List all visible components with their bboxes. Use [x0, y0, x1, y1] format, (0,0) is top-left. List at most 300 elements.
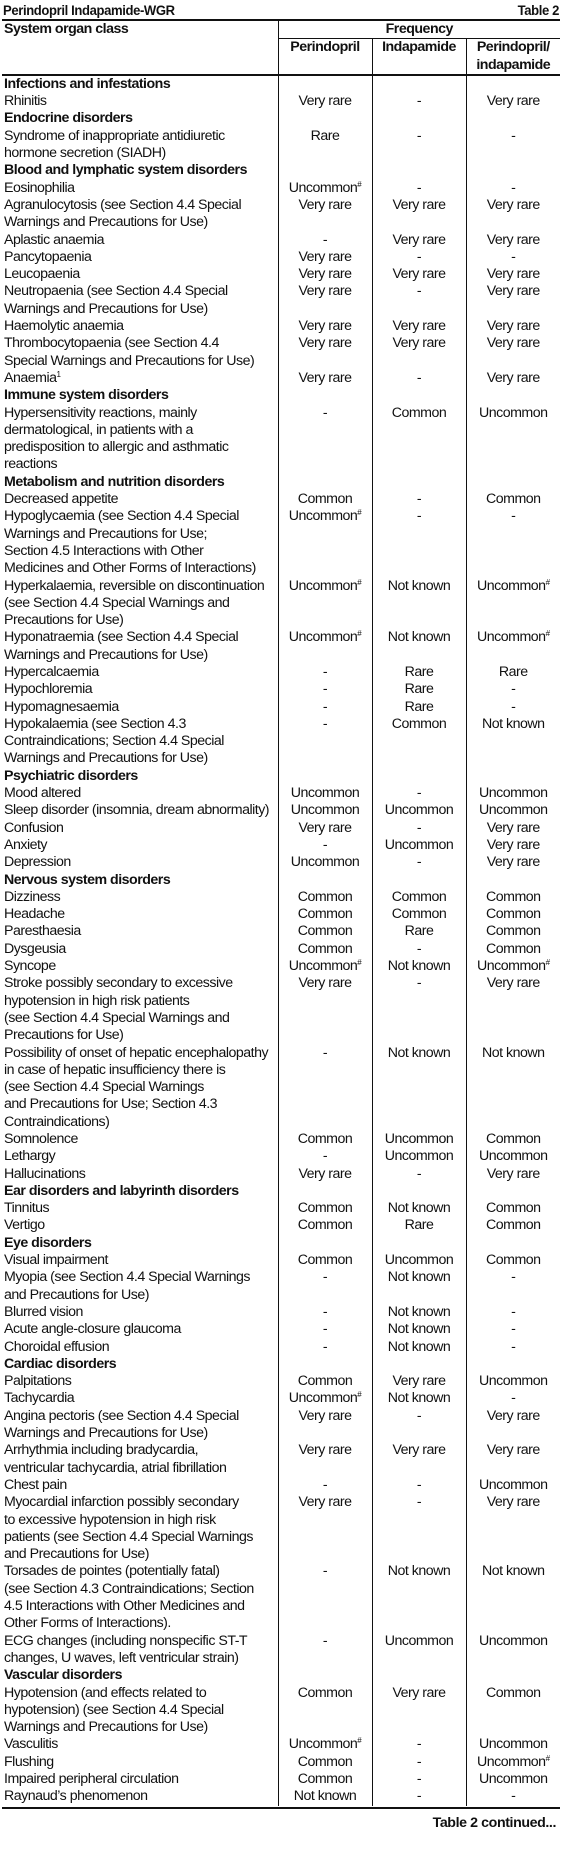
frequency-value: Common — [297, 1200, 353, 1217]
frequency-value: Very rare — [486, 854, 540, 871]
term-line: Possibility of onset of hepatic encephalopathy — [4, 1044, 269, 1061]
term-line: Psychiatric disorders — [4, 767, 138, 784]
frequency-value: Uncommon — [288, 179, 358, 196]
term-line: (see Section 4.4 Special Warnings — [4, 1079, 204, 1096]
indapamide-frequency — [372, 1148, 466, 1165]
frequency-value: Very rare — [392, 335, 446, 352]
table-row — [2, 1494, 560, 1563]
perindopril-frequency — [278, 1667, 372, 1684]
category-label — [2, 1356, 278, 1373]
indapamide-frequency — [372, 249, 466, 266]
frequency-value: Common — [297, 1770, 353, 1787]
reaction-term — [2, 837, 278, 854]
frequency-value: Common — [297, 1217, 353, 1234]
title-bar — [2, 0, 560, 21]
frequency-value: - — [322, 715, 328, 732]
table-row — [2, 1304, 560, 1321]
perindopril-frequency — [278, 681, 372, 698]
indapamide-frequency — [372, 699, 466, 716]
indapamide-frequency — [372, 1685, 466, 1737]
header-blank-cell — [2, 39, 278, 75]
frequency-value: Very rare — [298, 93, 352, 110]
reaction-term — [2, 1754, 278, 1771]
table-row — [2, 578, 560, 630]
combination-frequency — [466, 941, 560, 958]
term-line: Pancytopaenia — [4, 248, 92, 265]
reaction-term — [2, 1304, 278, 1321]
reaction-term — [2, 716, 278, 768]
frequency-value: Uncommon — [288, 629, 358, 646]
term-line: Medicines and Other Forms of Interactions) — [4, 560, 256, 577]
frequency-value: Rare — [404, 681, 434, 698]
combination-frequency — [466, 474, 560, 491]
term-line: in case of hepatic insufficiency there is — [4, 1061, 226, 1078]
combination-frequency — [466, 1166, 560, 1183]
combination-frequency — [466, 1633, 560, 1668]
term-line: Confusion — [4, 819, 64, 836]
combination-frequency — [466, 266, 560, 283]
reaction-term — [2, 1373, 278, 1390]
reaction-term — [2, 1148, 278, 1165]
frequency-value: Very rare — [298, 266, 352, 283]
indapamide-frequency — [372, 1408, 466, 1443]
perindopril-frequency — [278, 1736, 372, 1753]
table-row — [2, 249, 560, 266]
reaction-term — [2, 681, 278, 698]
frequency-value: Very rare — [392, 1442, 446, 1459]
table-row — [2, 180, 560, 197]
term-line: Warnings and Precautions for Use) — [4, 1719, 208, 1736]
reaction-term — [2, 629, 278, 664]
frequency-value: Rare — [498, 663, 528, 680]
reaction-term — [2, 1633, 278, 1668]
combination-frequency — [466, 1754, 560, 1771]
table-row — [2, 1339, 560, 1356]
indapamide-frequency — [372, 1633, 466, 1668]
term-line: hypotension) (see Section 4.4 Special — [4, 1701, 224, 1718]
perindopril-frequency — [278, 197, 372, 232]
term-line: Hypochloremia — [4, 681, 93, 698]
frequency-value: - — [322, 698, 328, 715]
combination-frequency — [466, 508, 560, 577]
frequency-value: Uncommon — [478, 1632, 548, 1649]
frequency-value: Very rare — [486, 1494, 540, 1511]
frequency-value: - — [416, 283, 422, 300]
reaction-term — [2, 1252, 278, 1269]
table-row — [2, 941, 560, 958]
term-line: Tachycardia — [4, 1390, 75, 1407]
frequency-value: Common — [297, 888, 353, 905]
frequency-value: Very rare — [298, 283, 352, 300]
footnote-marker: # — [357, 179, 362, 189]
table-row — [2, 508, 560, 577]
term-line: Contraindications) — [4, 1113, 110, 1130]
frequency-value: Uncommon — [478, 802, 548, 819]
frequency-value: Very rare — [486, 283, 540, 300]
term-line: ventricular tachycardia, atrial fibrillation — [4, 1459, 227, 1476]
combination-frequency — [466, 405, 560, 474]
term-line: Stroke possibly secondary to excessive — [4, 975, 233, 992]
term-line: Metabolism and nutrition disorders — [4, 473, 225, 490]
reaction-term — [2, 1131, 278, 1148]
frequency-value: Common — [297, 1252, 353, 1269]
term-line: Mood altered — [4, 785, 81, 802]
indapamide-frequency — [372, 491, 466, 508]
indapamide-frequency — [372, 1131, 466, 1148]
frequency-value: Common — [391, 715, 447, 732]
frequency-value: Uncommon — [477, 577, 546, 594]
reaction-term — [2, 1736, 278, 1753]
frequency-value: Not known — [387, 1321, 451, 1338]
combination-frequency — [466, 1356, 560, 1373]
indapamide-frequency — [372, 802, 466, 819]
document-title: Perindopril Indapamide-WGR — [3, 3, 175, 19]
frequency-value: Very rare — [392, 1373, 446, 1390]
table-row — [2, 283, 560, 318]
frequency-value: Uncommon — [288, 577, 358, 594]
reaction-term — [2, 802, 278, 819]
table-body — [2, 76, 560, 1806]
indapamide-frequency — [372, 872, 466, 889]
table-row — [2, 1269, 560, 1304]
frequency-value: Common — [485, 888, 541, 905]
frequency-value: Common — [297, 1684, 353, 1701]
indapamide-frequency — [372, 180, 466, 197]
reaction-term — [2, 1685, 278, 1737]
frequency-value: Uncommon — [384, 1131, 454, 1147]
combination-frequency — [466, 335, 560, 370]
combination-frequency — [466, 854, 560, 871]
term-line: Precautions for Use) — [4, 1027, 124, 1044]
indapamide-frequency — [372, 1217, 466, 1234]
indapamide-frequency — [372, 266, 466, 283]
combination-frequency — [466, 110, 560, 127]
frequency-value: Very rare — [486, 819, 540, 836]
indapamide-frequency — [372, 1339, 466, 1356]
frequency-value: Uncommon — [288, 1736, 358, 1753]
term-line: Headache — [4, 906, 65, 923]
term-line: Chest pain — [4, 1476, 67, 1493]
indapamide-frequency — [372, 318, 466, 335]
reaction-term — [2, 1217, 278, 1234]
reaction-term — [2, 1771, 278, 1788]
footnote-marker: # — [357, 577, 362, 587]
table-row — [2, 491, 560, 508]
indapamide-frequency — [372, 664, 466, 681]
reaction-term — [2, 318, 278, 335]
combination-frequency — [466, 923, 560, 940]
term-line: 4.5 Interactions with Other Medicines and — [4, 1598, 245, 1615]
perindopril-frequency — [278, 1373, 372, 1390]
frequency-value: - — [511, 1269, 516, 1286]
frequency-value: Uncommon — [477, 1753, 546, 1770]
indapamide-frequency — [372, 1494, 466, 1563]
perindopril-frequency — [278, 1477, 372, 1494]
term-line: Warnings and Precautions for Use; — [4, 525, 207, 542]
indapamide-frequency — [372, 1200, 466, 1217]
reaction-term — [2, 232, 278, 249]
term-line: to excessive hypotension in high risk — [4, 1511, 216, 1528]
reaction-term — [2, 975, 278, 1044]
category-label — [2, 1667, 278, 1684]
combination-frequency — [466, 318, 560, 335]
indapamide-frequency — [372, 1304, 466, 1321]
perindopril-frequency — [278, 1788, 372, 1805]
reaction-term — [2, 923, 278, 940]
table-row — [2, 1252, 560, 1269]
frequency-value: - — [322, 1269, 328, 1286]
reaction-term — [2, 958, 278, 975]
table-row — [2, 335, 560, 370]
frequency-value: Not known — [482, 1563, 545, 1580]
indapamide-frequency — [372, 1183, 466, 1200]
frequency-value: Not known — [387, 1269, 451, 1286]
term-line: (see Section 4.4 Special Warnings and — [4, 1009, 230, 1026]
frequency-value: Not known — [387, 958, 451, 975]
combination-frequency — [466, 249, 560, 266]
frequency-value: Common — [485, 1131, 541, 1147]
perindopril-frequency — [278, 335, 372, 370]
term-line: Syncope — [4, 958, 56, 975]
indapamide-frequency — [372, 1390, 466, 1407]
perindopril-frequency — [278, 1217, 372, 1234]
term-line: Warnings and Precautions for Use) — [4, 1425, 208, 1442]
combination-frequency — [466, 1788, 560, 1805]
term-line: Thrombocytopaenia (see Section 4.4 — [4, 335, 219, 352]
frequency-value: Not known — [482, 1044, 545, 1061]
frequency-value: - — [416, 819, 422, 836]
indapamide-frequency — [372, 1736, 466, 1753]
term-line: Depression — [4, 854, 71, 871]
frequency-value: - — [416, 1476, 422, 1493]
combination-frequency — [466, 664, 560, 681]
term-line: Impaired peripheral circulation — [4, 1770, 179, 1787]
frequency-value: - — [511, 681, 516, 698]
frequency-value: - — [322, 1476, 328, 1493]
perindopril-frequency — [278, 629, 372, 664]
perindopril-frequency — [278, 162, 372, 179]
perindopril-frequency — [278, 1494, 372, 1563]
frequency-value: - — [416, 785, 422, 802]
combination-frequency — [466, 1339, 560, 1356]
table-row — [2, 1408, 560, 1443]
perindopril-frequency — [278, 1563, 372, 1632]
category-row — [2, 768, 560, 785]
perindopril-frequency — [278, 76, 372, 93]
combination-frequency — [466, 1442, 560, 1477]
frequency-value: - — [416, 1407, 422, 1424]
table-row — [2, 906, 560, 923]
term-line: Torsades de pointes (potentially fatal) — [4, 1563, 220, 1580]
frequency-value: Very rare — [298, 1494, 352, 1511]
term-line: and Precautions for Use) — [4, 1546, 149, 1563]
table-row — [2, 232, 560, 249]
combination-frequency — [466, 232, 560, 249]
perindopril-frequency — [278, 1408, 372, 1443]
frequency-value: Very rare — [486, 335, 540, 352]
reaction-term — [2, 1408, 278, 1443]
table-row — [2, 1131, 560, 1148]
frequency-value: - — [322, 663, 328, 680]
combination-frequency — [466, 1131, 560, 1148]
frequency-value: - — [322, 1044, 328, 1061]
term-line: Blurred vision — [4, 1303, 83, 1320]
term-line: Section 4.5 Interactions with Other — [4, 542, 204, 559]
term-line: Arrhythmia including bradycardia, — [4, 1442, 199, 1459]
category-label — [2, 1183, 278, 1200]
indapamide-frequency — [372, 681, 466, 698]
perindopril-frequency — [278, 266, 372, 283]
indapamide-frequency — [372, 629, 466, 664]
term-line: Immune system disorders — [4, 387, 169, 404]
indapamide-frequency — [372, 889, 466, 906]
reaction-term — [2, 93, 278, 110]
indapamide-frequency — [372, 1252, 466, 1269]
term-line: Other Forms of Interactions). — [4, 1615, 171, 1632]
combination-frequency — [466, 889, 560, 906]
frequency-value: Rare — [310, 127, 340, 144]
indapamide-frequency — [372, 335, 466, 370]
frequency-value: Uncommon — [288, 958, 358, 975]
combination-frequency — [466, 1771, 560, 1788]
frequency-value: Very rare — [298, 975, 352, 992]
frequency-value: - — [511, 127, 516, 144]
perindopril-frequency — [278, 405, 372, 474]
footnote-marker: # — [545, 629, 550, 639]
indapamide-frequency — [372, 1477, 466, 1494]
table-row — [2, 958, 560, 975]
frequency-value: Not known — [482, 715, 545, 732]
category-label — [2, 1235, 278, 1252]
frequency-value: Common — [485, 1252, 541, 1269]
frequency-value: - — [322, 1338, 328, 1355]
combination-frequency — [466, 975, 560, 1044]
indapamide-frequency — [372, 370, 466, 387]
perindopril-frequency — [278, 768, 372, 785]
table-row — [2, 629, 560, 664]
table-row — [2, 820, 560, 837]
perindopril-frequency — [278, 1339, 372, 1356]
frequency-value: - — [322, 404, 328, 421]
frequency-value: Common — [391, 888, 447, 905]
combination-frequency — [466, 1390, 560, 1407]
term-line: Warnings and Precautions for Use) — [4, 214, 208, 231]
perindopril-frequency — [278, 837, 372, 854]
frequency-value: - — [511, 248, 516, 265]
frequency-value: - — [322, 1148, 328, 1165]
perindopril-frequency — [278, 110, 372, 127]
frequency-value: Very rare — [486, 1407, 540, 1424]
perindopril-frequency — [278, 491, 372, 508]
combination-frequency — [466, 491, 560, 508]
perindopril-frequency — [278, 93, 372, 110]
table-row — [2, 923, 560, 940]
frequency-value: Not known — [387, 1303, 451, 1320]
term-line — [4, 370, 276, 387]
frequency-value: Common — [485, 1684, 541, 1701]
indapamide-frequency — [372, 1754, 466, 1771]
table-row — [2, 975, 560, 1044]
indapamide-frequency — [372, 1771, 466, 1788]
frequency-value: Not known — [387, 1338, 451, 1355]
term-text: Anaemia — [4, 369, 57, 386]
frequency-value: - — [511, 1788, 516, 1805]
perindopril-frequency — [278, 318, 372, 335]
combination-frequency — [466, 162, 560, 179]
perindopril-frequency — [278, 1235, 372, 1252]
frequency-value: Very rare — [486, 318, 540, 335]
frequency-value: - — [322, 1321, 328, 1338]
table-row — [2, 681, 560, 698]
indapamide-frequency — [372, 837, 466, 854]
combination-frequency — [466, 1045, 560, 1131]
frequency-value: Very rare — [392, 318, 446, 335]
term-line: ECG changes (including nonspecific ST-T — [4, 1632, 248, 1649]
category-label — [2, 474, 278, 491]
indapamide-frequency — [372, 1235, 466, 1252]
indapamide-frequency — [372, 128, 466, 163]
perindopril-frequency — [278, 1685, 372, 1737]
combination-frequency — [466, 370, 560, 387]
combination-frequency — [466, 283, 560, 318]
combination-frequency — [466, 1252, 560, 1269]
perindopril-frequency — [278, 1166, 372, 1183]
frequency-value: Uncommon — [290, 854, 360, 871]
frequency-value: Not known — [387, 1390, 451, 1407]
reaction-term — [2, 405, 278, 474]
frequency-value: Uncommon — [384, 1632, 454, 1649]
combination-frequency — [466, 1408, 560, 1443]
indapamide-frequency — [372, 1373, 466, 1390]
combination-frequency — [466, 681, 560, 698]
frequency-value: Very rare — [298, 1407, 352, 1424]
term-line: and Precautions for Use; Section 4.3 — [4, 1096, 218, 1113]
reaction-term — [2, 906, 278, 923]
term-line: Infections and infestations — [4, 75, 171, 92]
reaction-term — [2, 1563, 278, 1632]
frequency-value: Common — [485, 1200, 541, 1217]
table-row — [2, 1788, 560, 1805]
frequency-value: Very rare — [486, 266, 540, 283]
table-row — [2, 716, 560, 768]
perindopril-frequency — [278, 785, 372, 802]
combination-frequency — [466, 1183, 560, 1200]
table-row — [2, 1045, 560, 1131]
perindopril-frequency — [278, 872, 372, 889]
term-line: Warnings and Precautions for Use) — [4, 300, 208, 317]
perindopril-frequency — [278, 1442, 372, 1477]
term-line: Eye disorders — [4, 1234, 92, 1251]
perindopril-frequency — [278, 1304, 372, 1321]
frequency-value: - — [416, 248, 422, 265]
perindopril-frequency — [278, 508, 372, 577]
frequency-value: Not known — [387, 1044, 451, 1061]
frequency-value: Not known — [293, 1788, 357, 1805]
reaction-term — [2, 1477, 278, 1494]
term-line: Hypersensitivity reactions, mainly — [4, 404, 197, 421]
term-line: Raynaud’s phenomenon — [4, 1788, 148, 1805]
adverse-reactions-table — [2, 21, 560, 1806]
table-row — [2, 93, 560, 110]
frequency-value: - — [416, 491, 422, 508]
perindopril-frequency — [278, 1148, 372, 1165]
indapamide-frequency — [372, 975, 466, 1044]
category-label — [2, 387, 278, 404]
table-row — [2, 1373, 560, 1390]
indapamide-frequency — [372, 578, 466, 630]
indapamide-frequency — [372, 1166, 466, 1183]
reaction-term — [2, 249, 278, 266]
